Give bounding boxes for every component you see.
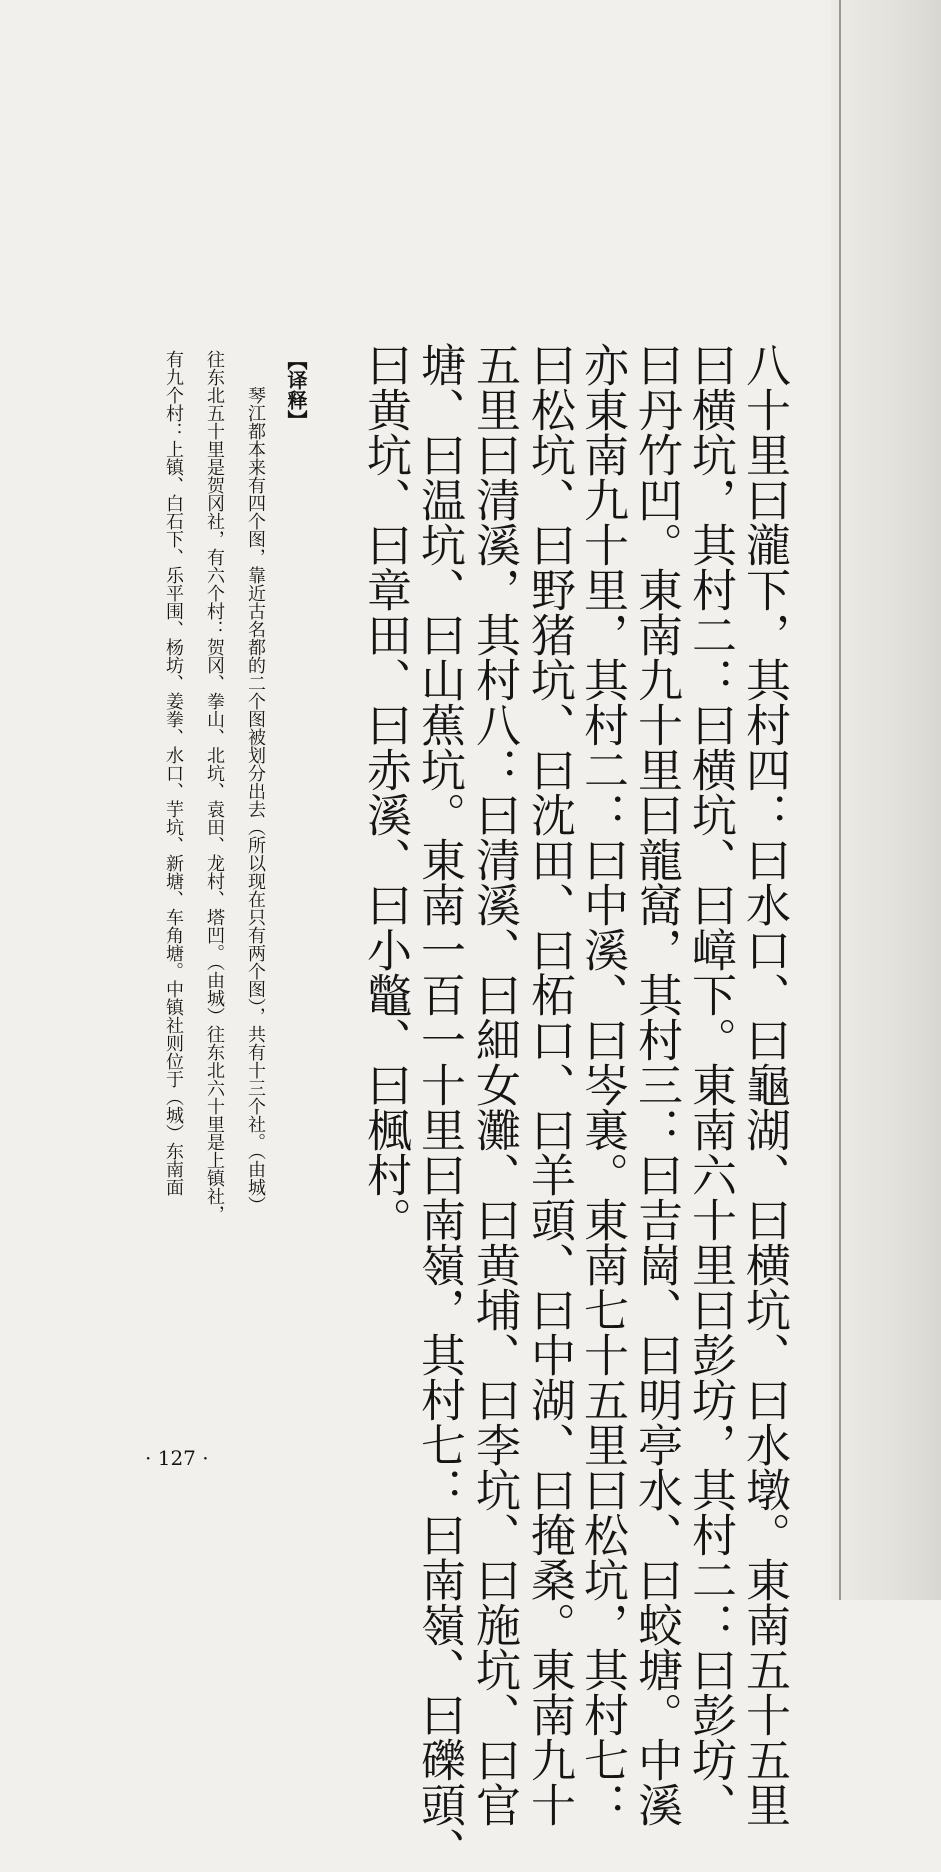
page-gutter <box>831 0 941 1600</box>
translation-column-3: 有九个村：上镇、白石下、乐平围、杨坊、姜拳、水口、芋坑、新塘、车角塘。中镇社则位于（城）东南面 <box>163 350 184 1196</box>
main-text-column-1: 八十里曰瀧下，其村四：曰水口、曰龜湖、曰横坑、曰水墩。東南五十五里 <box>738 342 791 1827</box>
page-number: · 127 · <box>145 1446 209 1470</box>
main-text-column-4: 亦東南九十里，其村二：曰中溪、曰岑裏。東南七十五里曰松坑，其村七： <box>576 342 629 1827</box>
main-text-column-8: 曰黄坑、曰章田、曰赤溪、曰小鼈、曰楓村。 <box>359 342 412 1242</box>
main-text-column-3: 曰丹竹凹。東南九十里曰龍窩，其村三：曰吉崗、曰明亭水、曰蛟塘。中溪 <box>630 342 683 1827</box>
main-text-column-6: 五里曰清溪，其村八：曰清溪、曰細女灘、曰黄埔、曰李坑、曰施坑、曰官 <box>468 342 521 1827</box>
main-text-column-7: 塘、曰温坑、曰山蕉坑。東南一百一十里曰南嶺，其村七：曰南嶺、曰礫頭、 <box>413 342 466 1872</box>
main-text-column-2: 曰横坑，其村二：曰横坑、曰嶂下。東南六十里曰彭坊，其村二：曰彭坊、 <box>684 342 737 1827</box>
translation-column-2: 往东北五十里是贺冈社，有六个村：贺冈、拳山、北坑、袁田、龙村、塔凹。（由城）往东北六十里是上镇社， <box>204 350 225 1223</box>
translation-heading: 【译释】 <box>284 350 308 430</box>
page-edge-line <box>839 0 841 1600</box>
translation-column-1: 琴江都本来有四个图，靠近古名都的二个图被划分出去（所以现在只有两个图），共有十三个社。（由城） <box>245 350 266 1214</box>
main-text-column-5: 曰松坑、曰野猪坑、曰沈田、曰柘口、曰羊頭、曰中湖、曰掩桑。東南九十 <box>523 342 576 1827</box>
